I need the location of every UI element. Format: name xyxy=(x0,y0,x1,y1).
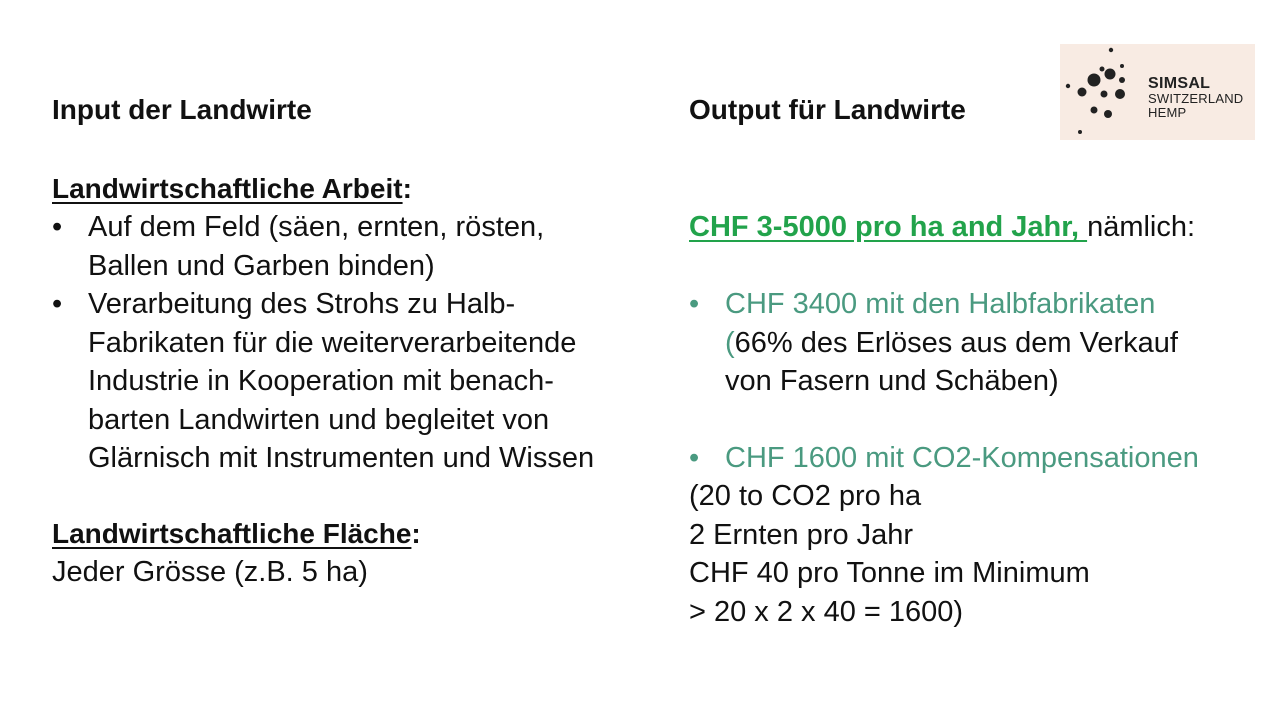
work-heading-text: Landwirtschaftliche Arbeit xyxy=(52,173,403,204)
output-bullet-1-first: CHF 3400 mit den Halbfabrikaten xyxy=(725,288,1156,320)
summary-line xyxy=(689,208,1195,247)
area-heading-colon: : xyxy=(411,518,421,549)
logo-brand: SIMSAL xyxy=(1148,75,1211,92)
logo-line-2: SWITZERLAND xyxy=(1148,91,1244,106)
work-bullet-2-line-1: Verarbeitung des Strohs zu Halb- xyxy=(88,288,516,320)
output-bullet-1-line-2-text: 66% des Erlöses aus dem Verkauf xyxy=(734,326,1178,359)
work-heading-colon: : xyxy=(402,173,412,204)
output-bullet-1 xyxy=(689,285,1199,401)
calc-line-1: (20 to CO2 pro ha xyxy=(689,480,922,512)
input-title: Input der Landwirte xyxy=(52,94,312,125)
work-bullet-2-line-2: Fabrikaten für die weiterverarbeitende xyxy=(88,326,577,359)
area-text: Jeder Grösse (z.B. 5 ha) xyxy=(52,556,368,588)
simsal-logo xyxy=(1060,44,1255,140)
work-bullet-1 xyxy=(52,208,594,285)
bullet-dot: • xyxy=(52,288,63,320)
work-bullet-2-line-3: Industrie in Kooperation mit benach- xyxy=(88,365,554,397)
output-bullet-2-first: CHF 1600 mit CO2-Kompensationen xyxy=(725,442,1199,474)
calc-line-4: > 20 x 2 x 40 = 1600) xyxy=(689,595,964,628)
logo-line-3: HEMP xyxy=(1148,105,1187,120)
work-bullet-2 xyxy=(52,285,594,478)
calc-block xyxy=(689,477,1090,631)
area-heading-text: Landwirtschaftliche Fläche xyxy=(52,518,412,549)
output-bullets xyxy=(689,285,1199,478)
work-bullet-1-line-2: Ballen und Garben binden) xyxy=(88,249,435,282)
work-bullet-2-line-5: Glärnisch mit Instrumenten und Wissen xyxy=(88,442,595,474)
hemp-dots-icon xyxy=(1060,44,1148,140)
calc-line-3: CHF 40 pro Tonne im Minimum xyxy=(689,557,1090,589)
area-heading xyxy=(52,515,421,553)
work-bullet-1-line-1: Auf dem Feld (säen, ernten, rösten, xyxy=(88,211,545,243)
summary-link[interactable]: CHF 3-5000 pro ha and Jahr, xyxy=(689,211,1088,243)
summary-rest: nämlich: xyxy=(1087,211,1196,243)
logo-text xyxy=(1148,75,1243,120)
bullet-dot: • xyxy=(689,288,700,320)
output-bullet-1-line-3: von Fasern und Schäben) xyxy=(725,365,1059,397)
output-title: Output für Landwirte xyxy=(689,94,966,125)
output-bullet-2 xyxy=(689,439,1199,478)
work-heading xyxy=(52,170,412,208)
bullet-dot: • xyxy=(689,442,700,474)
bullet-dot: • xyxy=(52,211,63,243)
work-bullets xyxy=(52,208,594,478)
calc-line-2: 2 Ernten pro Jahr xyxy=(689,518,914,551)
work-bullet-2-line-4: barten Landwirten und begleitet von xyxy=(88,403,550,436)
output-bullet-1-paren: ( xyxy=(725,326,735,359)
output-bullet-1-line-2 xyxy=(725,324,1199,363)
